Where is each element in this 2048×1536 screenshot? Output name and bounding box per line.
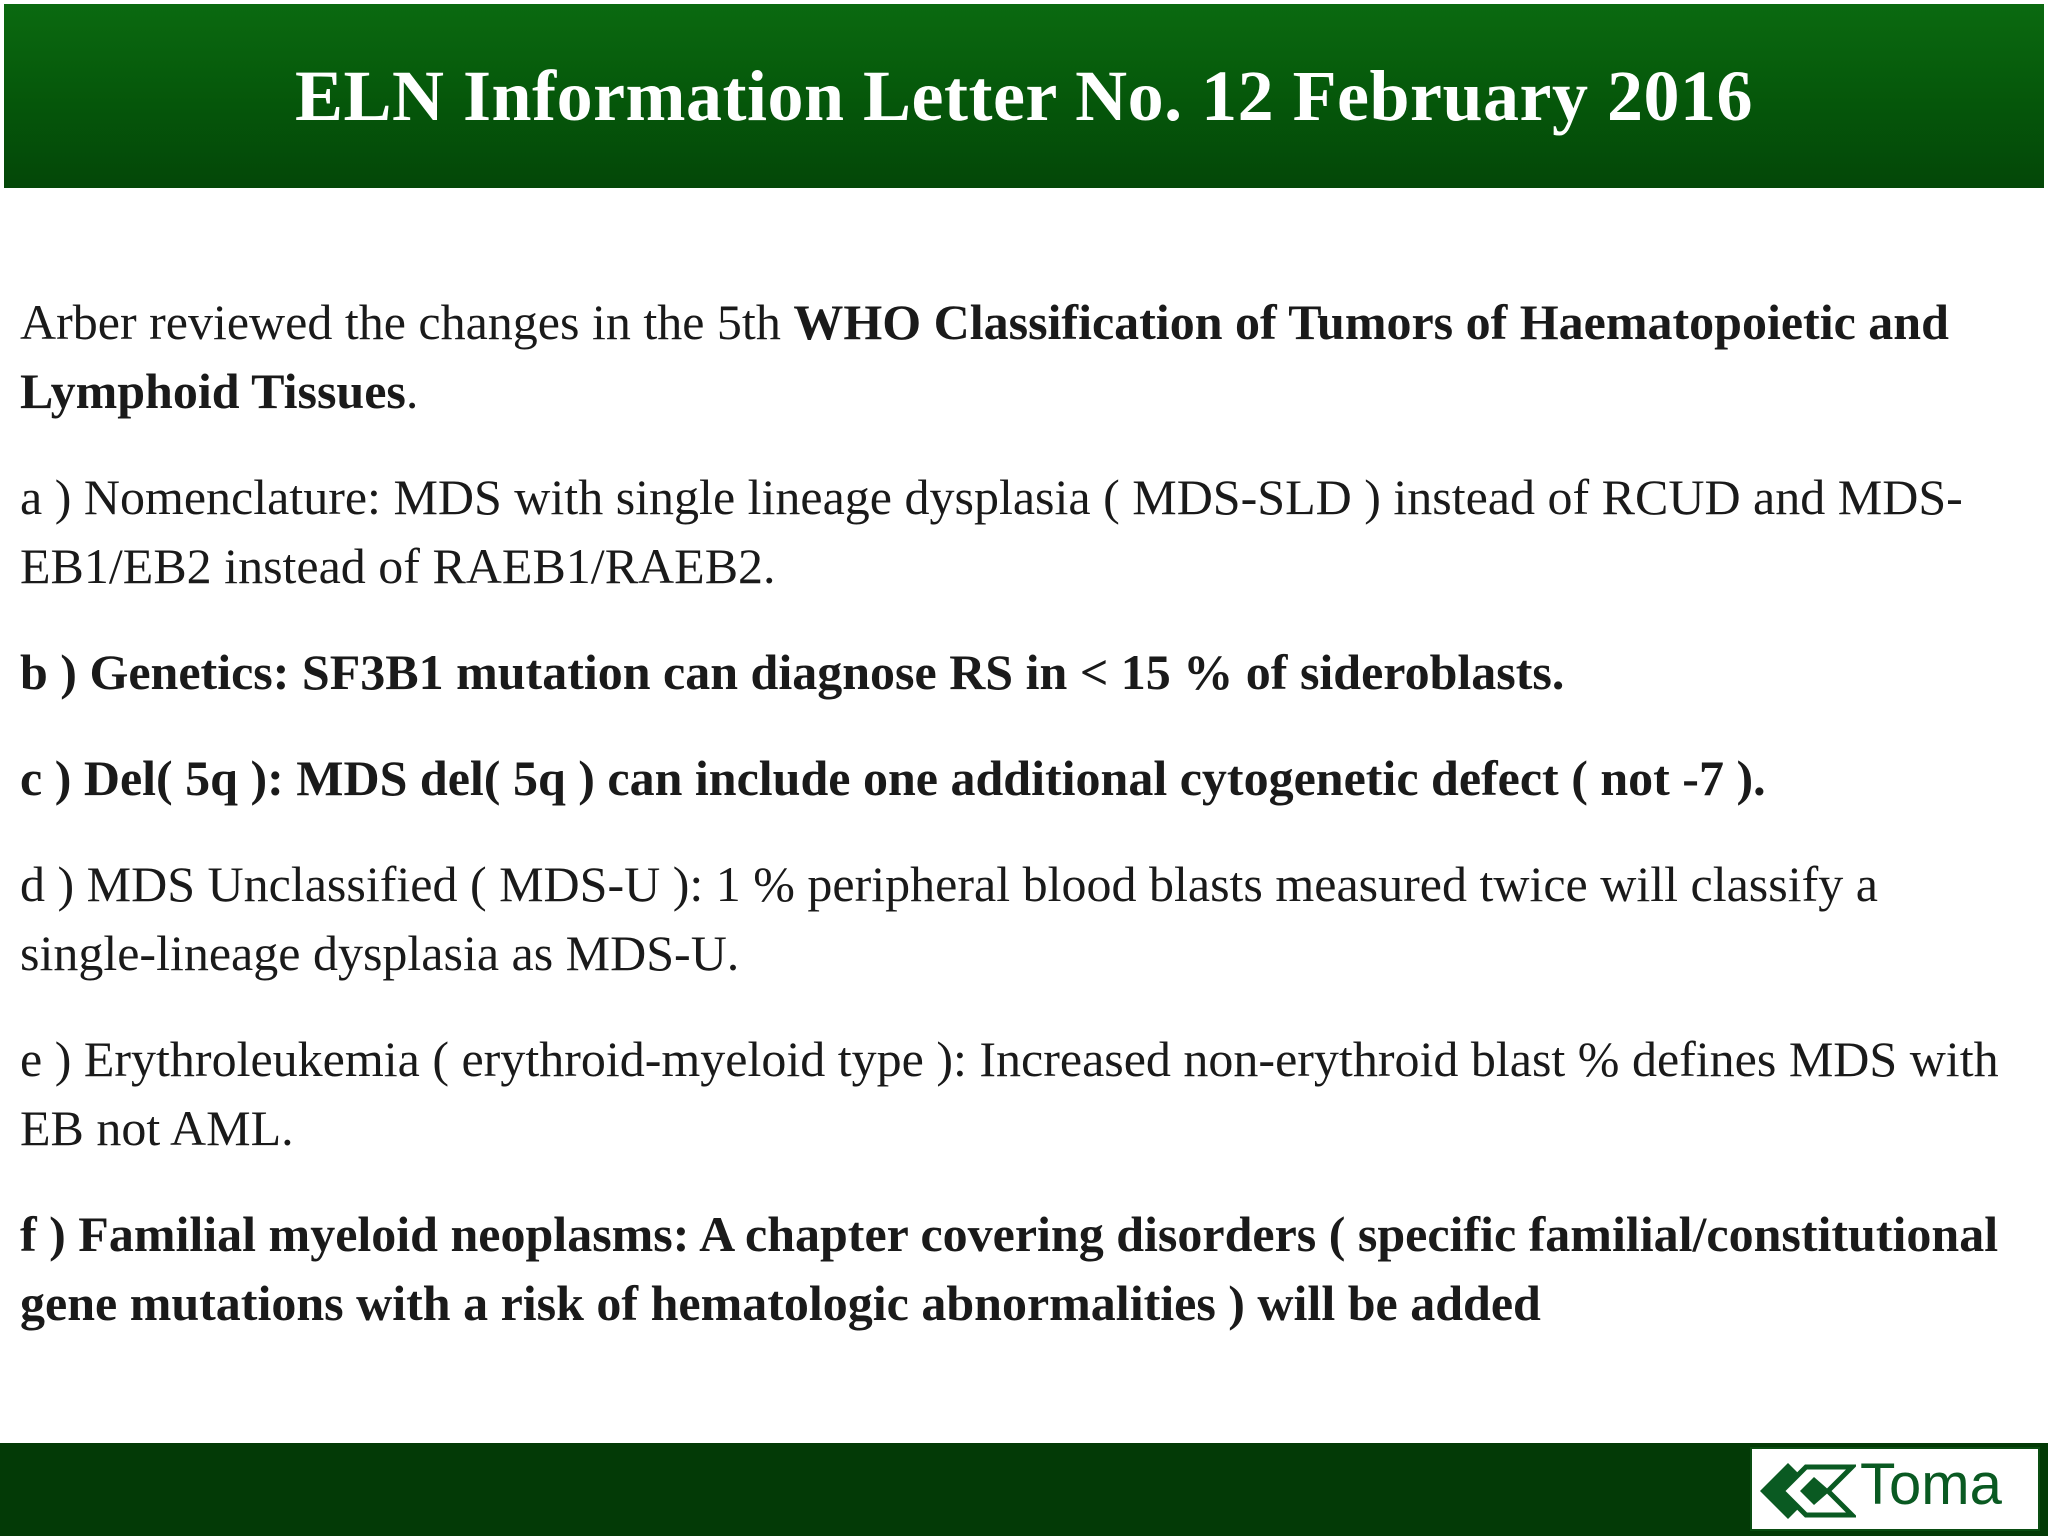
intro-bold-title: WHO Classification of Tumors of Haematopoietic and Lymphoid Tissues bbox=[20, 294, 1949, 419]
toma-logo-wordmark: Toma bbox=[1860, 1452, 2002, 1517]
intro-prefix: Arber reviewed the changes in the 5th bbox=[20, 294, 794, 350]
item-e-erythroleukemia: e ) Erythroleukemia ( erythroid-myeloid type ): Increased non-erythroid blast % defines MDS with EB not AML. bbox=[20, 1031, 1999, 1156]
toma-logo bbox=[1750, 1447, 2040, 1531]
item-d-mds-unclassified: d ) MDS Unclassified ( MDS-U ): 1 % peripheral blood blasts measured twice will classify a single-lineage dysplasia as MDS-U. bbox=[20, 856, 1878, 981]
title-banner bbox=[4, 4, 2044, 188]
slide-body bbox=[20, 288, 2020, 1375]
intro-suffix: . bbox=[405, 363, 419, 419]
item-a-nomenclature: a ) Nomenclature: MDS with single lineage dysplasia ( MDS-SLD ) instead of RCUD and MDS-EB1/EB2 instead of RAEB1/RAEB2. bbox=[20, 469, 1963, 594]
page-title: ELN Information Letter No. 12 February 2016 bbox=[294, 55, 1754, 136]
footer-bar bbox=[0, 1443, 2048, 1536]
item-c-del5q: c ) Del( 5q ): MDS del( 5q ) can include one additional cytogenetic defect ( not -7 ). bbox=[20, 750, 1766, 806]
item-b-genetics: b ) Genetics: SF3B1 mutation can diagnose RS in < 15 % of sideroblasts. bbox=[20, 644, 1565, 700]
toma-logo-mark-icon bbox=[1760, 1459, 1856, 1523]
item-f-familial-neoplasms: f ) Familial myeloid neoplasms: A chapter covering disorders ( specific familial/constitutional gene mutations with a risk of hematologic abnormalities ) will be added bbox=[20, 1206, 1999, 1331]
intro-paragraph bbox=[20, 288, 2020, 426]
